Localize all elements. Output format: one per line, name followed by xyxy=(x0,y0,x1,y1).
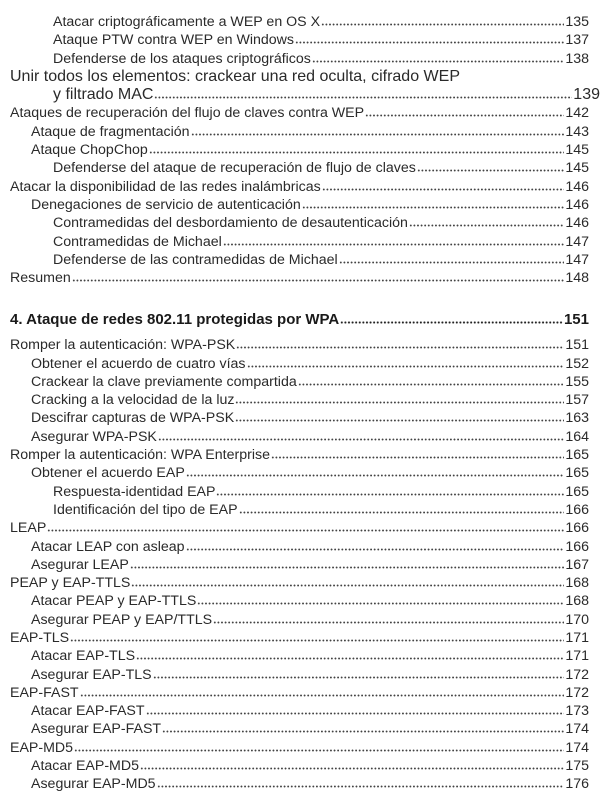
dot-leader xyxy=(239,504,565,514)
chapter-heading[interactable] xyxy=(0,311,600,329)
dot-leader xyxy=(340,314,563,324)
toc-entry[interactable] xyxy=(0,50,600,68)
toc-entry[interactable] xyxy=(0,409,600,427)
toc-page-number: 147 xyxy=(565,251,589,268)
toc-entry-title: Asegurar EAP-MD5 xyxy=(31,776,156,793)
toc-page-number: 138 xyxy=(565,50,589,67)
toc-entry-title: Defenderse de las contramedidas de Michael xyxy=(53,251,338,268)
dot-leader xyxy=(72,272,565,282)
dot-leader xyxy=(235,394,564,404)
toc-page-number: 151 xyxy=(565,337,589,354)
toc-page-number: 163 xyxy=(565,410,589,427)
toc-entry[interactable] xyxy=(0,123,600,141)
toc-page-number: 171 xyxy=(565,648,589,665)
dot-leader xyxy=(271,449,564,459)
dot-leader xyxy=(417,162,565,172)
toc-entry-title: EAP-MD5 xyxy=(10,739,74,756)
toc-page-number: 168 xyxy=(565,575,589,592)
toc-entry[interactable] xyxy=(0,666,600,684)
toc-page-number: 166 xyxy=(565,501,589,518)
dot-leader xyxy=(235,412,564,422)
dot-leader xyxy=(136,650,564,660)
toc-entry[interactable] xyxy=(0,775,600,793)
toc-entry-title: Contramedidas de Michael xyxy=(53,233,222,250)
toc-entry-title: Romper la autenticación: WPA Enterprise xyxy=(10,447,270,464)
dot-leader xyxy=(74,742,564,752)
toc-entry-title: Ataques de recuperación del flujo de claves contra WEP xyxy=(10,105,365,122)
toc-page-number: 165 xyxy=(565,447,589,464)
toc-entry-title: EAP-FAST xyxy=(10,684,79,701)
toc-entry[interactable] xyxy=(0,355,600,373)
toc-page-number: 173 xyxy=(565,703,589,720)
toc-entry-title: Identificación del tipo de EAP xyxy=(53,501,238,518)
toc-entry-title: EAP-TLS xyxy=(10,630,70,646)
dot-leader xyxy=(247,358,565,368)
toc-entry-title: Atacar PEAP y EAP-TTLS xyxy=(31,593,197,610)
dot-leader xyxy=(162,723,564,733)
toc-entry[interactable] xyxy=(0,141,600,159)
dot-leader xyxy=(216,486,564,496)
toc-page-number: 152 xyxy=(565,355,589,372)
toc-page-number: 143 xyxy=(565,123,589,140)
dot-leader xyxy=(153,669,565,679)
toc-entry-title: Denegaciones de servicio de autenticación xyxy=(31,196,301,213)
dot-leader xyxy=(47,522,564,532)
toc-page-number: 145 xyxy=(565,160,589,177)
toc-entry[interactable] xyxy=(0,702,600,720)
toc-entry[interactable] xyxy=(0,214,600,232)
dot-leader xyxy=(236,339,564,349)
toc-page-number: 167 xyxy=(565,556,589,573)
toc-page-number: 176 xyxy=(565,776,589,793)
toc-entry-title: Obtener el acuerdo de cuatro vías xyxy=(31,355,246,372)
dot-leader xyxy=(186,541,565,551)
toc-entry[interactable] xyxy=(0,428,600,446)
toc-page-number: 172 xyxy=(565,684,589,701)
toc-entry-title: Defenderse de los ataques criptográficos xyxy=(53,50,311,67)
toc-page-number: 146 xyxy=(565,215,589,232)
toc-entry[interactable] xyxy=(0,196,600,214)
toc-entry-title: Ataque ChopChop xyxy=(31,142,148,159)
toc-entry-title: Asegurar WPA-PSK xyxy=(31,428,157,445)
dot-leader xyxy=(302,199,565,209)
toc-entry-title: Resumen xyxy=(10,270,71,287)
toc-entry[interactable] xyxy=(0,251,600,269)
toc-entry[interactable] xyxy=(0,611,600,629)
toc-entry[interactable] xyxy=(0,483,600,501)
toc-entry-title: Cracking a la velocidad de la luz xyxy=(31,392,235,409)
toc-entry[interactable] xyxy=(0,720,600,738)
toc-page-number: 148 xyxy=(565,270,589,287)
dot-leader xyxy=(140,760,564,770)
toc-entry-title: Atacar LEAP con asleap xyxy=(31,538,185,555)
dot-leader xyxy=(321,16,564,26)
toc-page-number: 155 xyxy=(565,373,589,390)
dot-leader xyxy=(298,376,565,386)
toc-entry[interactable] xyxy=(0,519,600,537)
dot-leader xyxy=(130,559,565,569)
toc-entry[interactable] xyxy=(0,373,600,391)
toc-page-number: 147 xyxy=(565,233,589,250)
toc-section-chapter-4 xyxy=(0,336,600,793)
toc-page-number: 166 xyxy=(565,538,589,555)
toc-page-number: 137 xyxy=(565,32,589,49)
dot-leader xyxy=(213,614,564,624)
table-of-contents xyxy=(0,13,600,794)
toc-entry[interactable] xyxy=(0,501,600,519)
dot-leader xyxy=(70,632,564,642)
dot-leader xyxy=(158,431,564,441)
toc-entry-title: Descifrar capturas de WPA-PSK xyxy=(31,410,235,427)
toc-entry-title: Defenderse del ataque de recuperación de flujo de claves xyxy=(53,160,416,177)
toc-entry[interactable] xyxy=(0,159,600,177)
toc-entry-title-continued: y filtrado MAC xyxy=(53,86,154,104)
dot-leader xyxy=(191,126,565,136)
toc-entry[interactable] xyxy=(0,269,600,287)
toc-entry-title: Atacar la disponibilidad de las redes inalámbricas xyxy=(10,178,321,195)
toc-entry[interactable] xyxy=(0,592,600,610)
toc-entry-title: Atacar EAP-TLS xyxy=(31,648,136,665)
toc-entry[interactable] xyxy=(0,391,600,409)
toc-entry-title: Obtener el acuerdo EAP xyxy=(31,465,185,482)
toc-entry[interactable] xyxy=(0,336,600,354)
toc-entry-title: Atacar EAP-MD5 xyxy=(31,758,140,775)
toc-entry[interactable] xyxy=(0,739,600,757)
dot-leader xyxy=(149,144,565,154)
toc-entry-title: LEAP xyxy=(10,520,47,537)
toc-page-number: 135 xyxy=(565,14,589,30)
toc-entry[interactable] xyxy=(0,233,600,251)
dot-leader xyxy=(146,705,565,715)
toc-page-number: 142 xyxy=(565,105,589,122)
toc-entry-title: PEAP y EAP-TTLS xyxy=(10,575,131,592)
toc-page-number: 165 xyxy=(565,483,589,500)
toc-entry[interactable] xyxy=(0,31,600,49)
dot-leader xyxy=(312,53,564,63)
dot-leader xyxy=(157,778,565,788)
toc-page-number: 146 xyxy=(565,196,589,213)
dot-leader xyxy=(409,217,564,227)
toc-entry-title: Ataque PTW contra WEP en Windows xyxy=(53,32,295,49)
toc-page-number: 170 xyxy=(565,611,589,628)
toc-entry-title: Asegurar EAP-TLS xyxy=(31,666,152,683)
toc-entry-title: Respuesta-identidad EAP xyxy=(53,483,216,500)
chapter-page-number: 151 xyxy=(563,311,589,329)
dot-leader xyxy=(223,236,565,246)
toc-entry[interactable] xyxy=(0,464,600,482)
toc-entry-title: Atacar EAP-FAST xyxy=(31,703,145,720)
toc-entry-title: Atacar criptográficamente a WEP en OS X xyxy=(53,14,321,30)
toc-page-number: 171 xyxy=(565,630,589,646)
toc-entry-title: Unir todos los elementos: crackear una red oculta, cifrado WEP xyxy=(10,67,460,85)
toc-page-number: 166 xyxy=(565,520,589,537)
dot-leader xyxy=(80,687,565,697)
dot-leader xyxy=(339,254,565,264)
toc-page-number: 172 xyxy=(565,666,589,683)
toc-entry[interactable] xyxy=(0,178,600,196)
toc-entry[interactable] xyxy=(0,68,600,105)
toc-page-number: 168 xyxy=(565,593,589,610)
toc-page-number: 146 xyxy=(565,178,589,195)
toc-entry[interactable] xyxy=(0,647,600,665)
toc-entry-title: Asegurar PEAP y EAP/TTLS xyxy=(31,611,213,628)
toc-entry[interactable] xyxy=(0,757,600,775)
toc-entry[interactable] xyxy=(0,556,600,574)
toc-entry-title: Contramedidas del desbordamiento de desautenticación xyxy=(53,215,408,232)
dot-leader xyxy=(365,107,564,117)
dot-leader xyxy=(154,89,572,99)
toc-entry[interactable] xyxy=(0,13,600,31)
toc-entry[interactable] xyxy=(0,684,600,702)
toc-page-number: 145 xyxy=(565,142,589,159)
toc-entry-title: Romper la autenticación: WPA-PSK xyxy=(10,337,236,354)
toc-page-number: 165 xyxy=(565,465,589,482)
toc-entry[interactable] xyxy=(0,104,600,122)
dot-leader xyxy=(197,595,564,605)
toc-page-number: 139 xyxy=(573,86,600,104)
toc-entry[interactable] xyxy=(0,446,600,464)
dot-leader xyxy=(131,577,564,587)
toc-page-number: 174 xyxy=(565,721,589,738)
toc-entry[interactable] xyxy=(0,629,600,647)
toc-page-number: 164 xyxy=(565,428,589,445)
toc-entry[interactable] xyxy=(0,538,600,556)
toc-entry-title: Crackear la clave previamente compartida xyxy=(31,373,297,390)
toc-entry-title: Asegurar LEAP xyxy=(31,556,129,573)
toc-page-number: 175 xyxy=(565,758,589,775)
chapter-title: 4. Ataque de redes 802.11 protegidas por WPA xyxy=(10,311,340,329)
toc-entry[interactable] xyxy=(0,574,600,592)
toc-entry-title: Ataque de fragmentación xyxy=(31,123,190,140)
dot-leader xyxy=(186,467,565,477)
toc-entry-title: Asegurar EAP-FAST xyxy=(31,721,162,738)
dot-leader xyxy=(295,34,564,44)
toc-page-number: 174 xyxy=(565,739,589,756)
dot-leader xyxy=(322,181,565,191)
toc-section-chapter-3-tail xyxy=(0,13,600,287)
toc-page-number: 157 xyxy=(565,392,589,409)
